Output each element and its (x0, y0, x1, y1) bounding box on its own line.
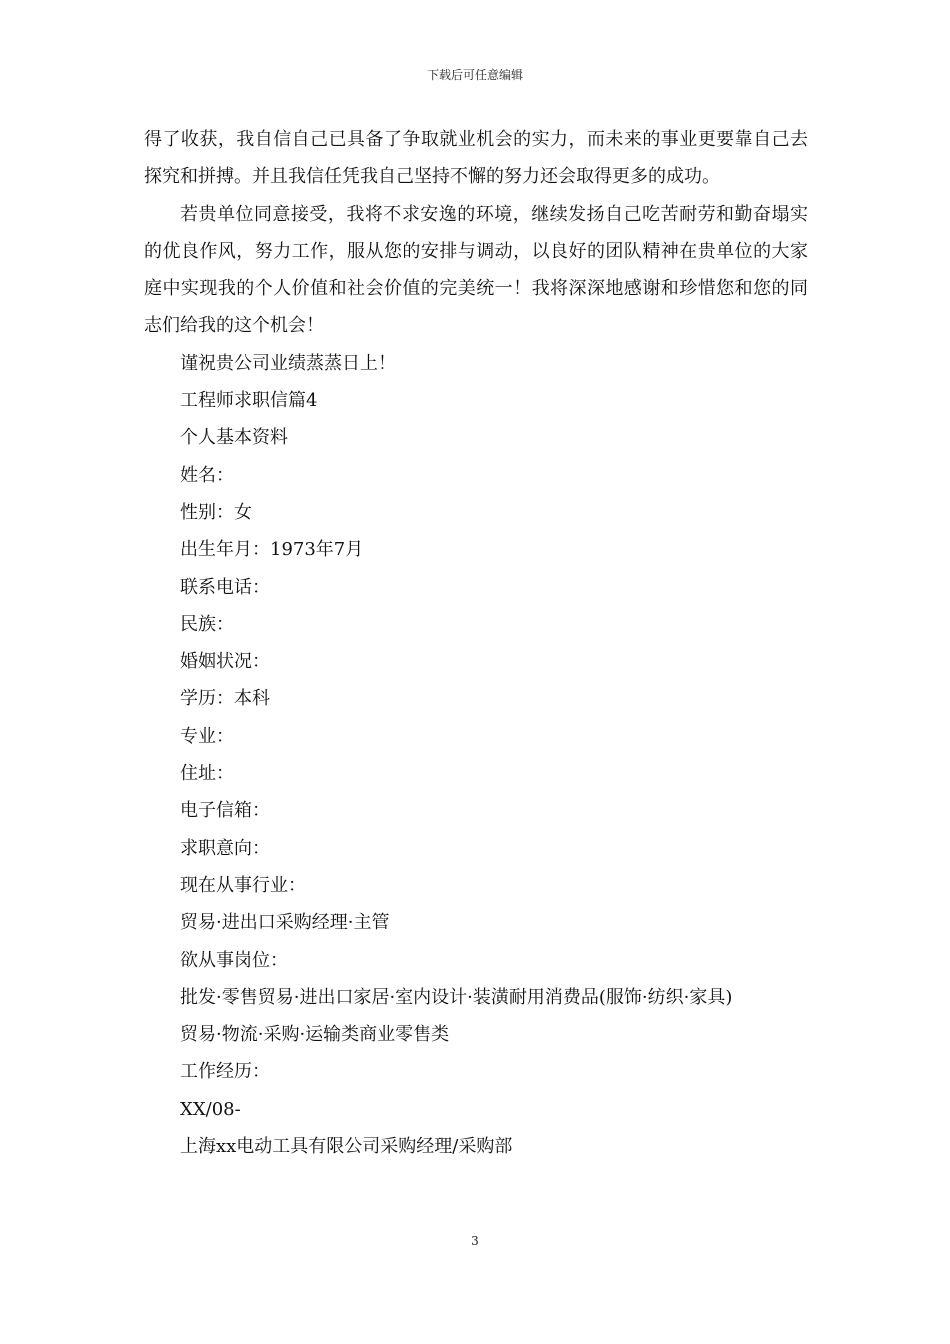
document-paragraph: 电子信箱： (180, 800, 270, 822)
document-paragraph: 工程师求职信篇4 (180, 390, 318, 412)
document-paragraph: 工作经历： (180, 1061, 270, 1083)
document-paragraph: 求职意向： (180, 837, 270, 859)
document-paragraph: 贸易·物流·采购·运输类商业零售类 (180, 1024, 450, 1046)
document-paragraph: 得了收获，我自信自己已具备了争取就业机会的实力，而未来的事业更要靠自己去探究和拼搏。并且我信任凭我自己坚持不懈的努力还会取得更多的成功。 (144, 129, 808, 188)
page-number: 3 (471, 1234, 479, 1248)
page-header: 下载后可任意编辑 (426, 68, 523, 82)
document-paragraph: 性别：女 (180, 501, 252, 523)
document-body (144, 121, 808, 1165)
document-paragraph: 贸易·进出口采购经理·主管 (180, 912, 390, 934)
document-paragraph: 批发·零售贸易·进出口家居·室内设计·装潢耐用消费品(服饰·纺织·家具) (180, 986, 733, 1008)
document-paragraph: 现在从事行业： (180, 874, 306, 896)
document-paragraph: 欲从事岗位： (180, 949, 288, 971)
document-paragraph: 上海xx电动工具有限公司采购经理/采购部 (180, 1136, 513, 1158)
document-paragraph: 若贵单位同意接受，我将不求安逸的环境，继续发扬自己吃苦耐劳和勤奋塌实的优良作风，努力工作，服从您的安排与调动，以良好的团队精神在贵单位的大家庭中实现我的个人价值和社会价值的完美统一！我将深深地感谢和珍惜您和您的同志们给我的这个机会！ (144, 203, 808, 337)
document-paragraph: 民族： (180, 613, 234, 635)
document-paragraph: 个人基本资料 (180, 427, 288, 449)
document-paragraph: 出生年月：1973年7月 (180, 539, 364, 561)
document-paragraph: 婚姻状况： (180, 651, 270, 673)
document-paragraph: 联系电话： (180, 576, 270, 598)
document-paragraph: 学历：本科 (180, 688, 270, 710)
document-paragraph: 谨祝贵公司业绩蒸蒸日上！ (180, 352, 396, 374)
document-paragraph: 专业： (180, 725, 234, 747)
document-paragraph: 住址： (180, 763, 234, 785)
document-paragraph: XX/08- (180, 1098, 241, 1120)
document-paragraph: 姓名： (180, 464, 234, 486)
